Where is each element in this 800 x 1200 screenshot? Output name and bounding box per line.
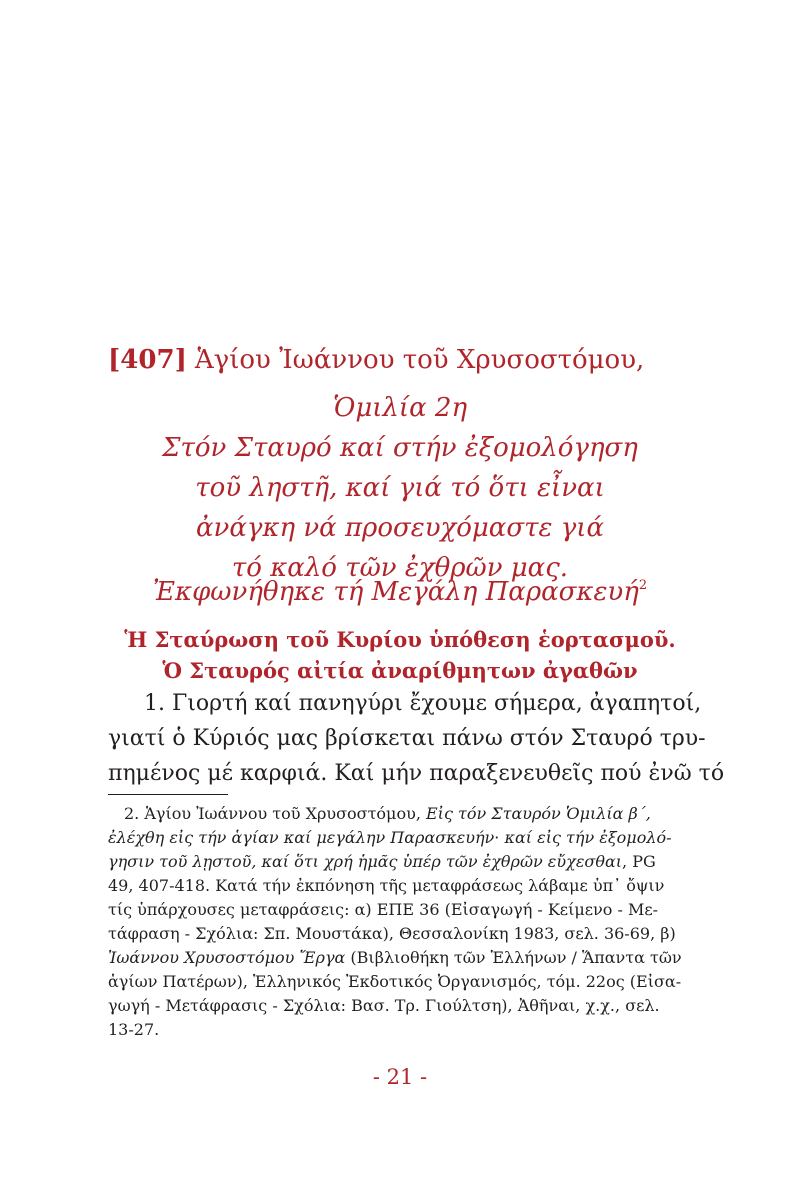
- footnote-line: [108, 898, 688, 922]
- footnote-line: [108, 826, 688, 850]
- footnote-line: [108, 922, 688, 946]
- footnote-text: γωγή - Μετάφρασις - Σχόλια: Βασ. Τρ. Γιούλτση), Ἀθῆναι, χ.χ., σελ.: [108, 996, 660, 1015]
- footnote-line: [108, 850, 688, 874]
- footnote-text: 13-27.: [108, 1020, 160, 1039]
- homily-title-line: ἀνάγκη νά προσευχόμαστε γιά: [195, 513, 604, 543]
- footnote-line: [108, 874, 688, 898]
- footnote-italic-title: Ἰωάννου Χρυσοστόμου Ἔργα: [108, 948, 346, 967]
- body-paragraph: [108, 686, 725, 791]
- footnote-line: [108, 946, 688, 970]
- delivery-note: [90, 566, 710, 612]
- homily-author-heading: [108, 340, 728, 380]
- footnote-italic-title: Εἰς τόν Σταυρόν Ὁμιλία β΄,: [425, 804, 651, 823]
- footnote-italic-title: ἐλέχθη εἰς τήν ἁγίαν καί μεγάλην Παρασκευήν· καί εἰς τήν ἐξομολό-: [108, 828, 672, 847]
- footnote-reference: 2: [638, 578, 648, 593]
- footnote-italic-title: γησιν τοῦ λῃστοῦ, καί ὅτι χρή ἡμᾶς ὑπέρ τῶν ἐχθρῶν εὔχεσθαι: [108, 852, 623, 871]
- footnote-divider: [108, 794, 228, 795]
- body-line: 1. Γιορτή καί πανηγύρι ἔχουμε σήμερα, ἀγαπητοί,: [144, 691, 702, 716]
- homily-title: [90, 388, 710, 588]
- footnote-text: 49, 407-418. Κατά τήν ἐκπόνηση τῆς μεταφράσεως λάβαμε ὑπ᾽ ὄψιν: [108, 876, 665, 895]
- footnote-text: (Βιβλιοθήκη τῶν Ἑλλήνων / Ἅπαντα τῶν: [345, 948, 682, 967]
- body-line: γιατί ὁ Κύριός μας βρίσκεται πάνω στόν Σταυρό τρυ-: [108, 726, 706, 751]
- homily-number: [407]: [108, 345, 187, 375]
- section-subheading: [90, 624, 710, 686]
- footnote-line: [108, 994, 688, 1018]
- homily-title-line: τό καλό τῶν ἐχθρῶν μας.: [231, 553, 569, 583]
- footnote-line: [108, 970, 688, 994]
- body-line: πημένος μέ καρφιά. Καί μήν παραξενευθεῖς πού ἐνῶ τό: [108, 761, 725, 786]
- footnote-text: ἁγίων Πατέρων), Ἑλληνικός Ἐκδοτικός Ὀργανισμός, τόμ. 22ος (Εἰσα-: [108, 972, 682, 991]
- page-number: - 21 -: [372, 1065, 428, 1089]
- footnote: [108, 802, 688, 1042]
- subheading-line-1: Ἡ Σταύρωση τοῦ Κυρίου ὑπόθεση ἑορτασμοῦ.: [124, 627, 676, 652]
- footnote-text: τίς ὑπάρχουσες μεταφράσεις: α) ΕΠΕ 36 (Εἰσαγωγή - Κείμενο - Με-: [108, 900, 659, 919]
- footnote-line: [108, 1018, 688, 1042]
- subheading-line-2: Ὁ Σταυρός αἰτία ἀναρίθμητων ἀγαθῶν: [162, 658, 638, 683]
- footnote-text: , PG: [622, 852, 656, 871]
- footnote-line: [108, 802, 688, 826]
- delivery-note-text: Ἐκφωνήθηκε τή Μεγάλη Παρασκευή: [152, 577, 639, 607]
- homily-author: Ἁγίου Ἰωάννου τοῦ Χρυσοστόμου,: [194, 345, 645, 375]
- homily-title-line: τοῦ ληστῆ, καί γιά τό ὅτι εἶναι: [195, 473, 605, 503]
- homily-title-line: Ὁμιλία 2η: [332, 393, 468, 423]
- homily-title-line: Στόν Σταυρό καί στήν ἐξομολόγηση: [162, 433, 638, 463]
- footnote-text: 2. Ἁγίου Ἰωάννου τοῦ Χρυσοστόμου,: [124, 804, 426, 823]
- footnote-text: τάφραση - Σχόλια: Σπ. Μουστάκα), Θεσσαλονίκη 1983, σελ. 36-69, β): [108, 924, 676, 943]
